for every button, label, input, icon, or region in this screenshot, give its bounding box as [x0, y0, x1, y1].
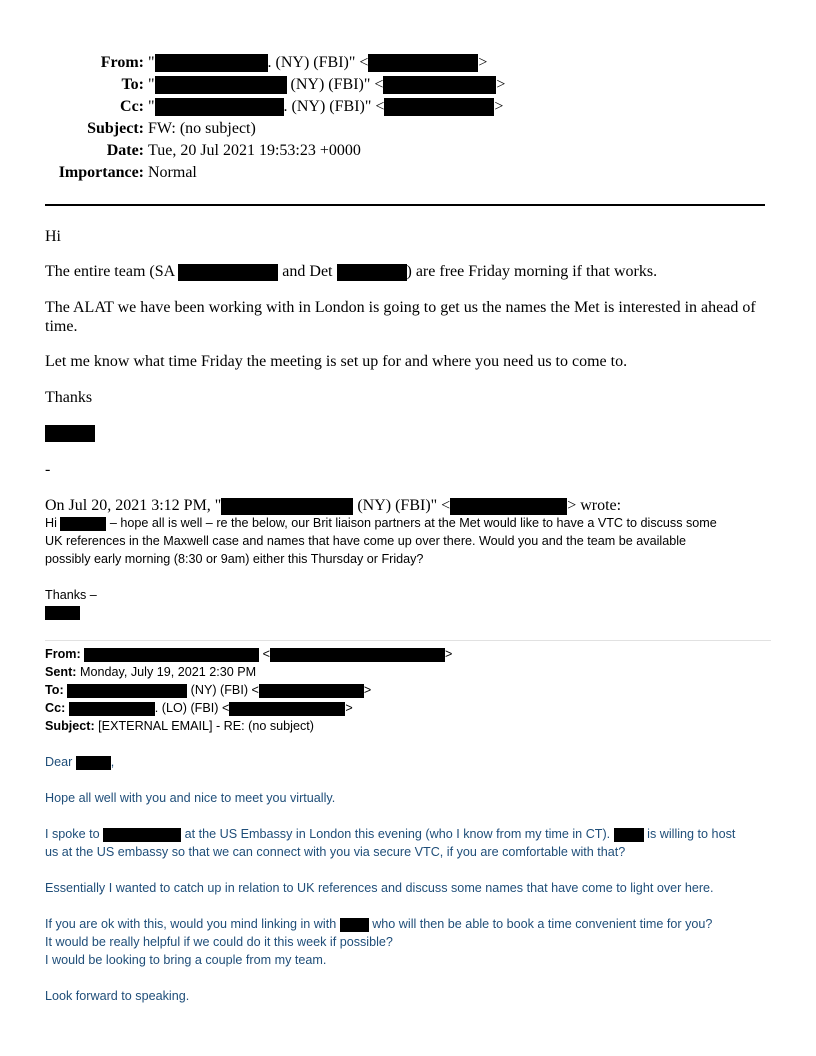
reply-line-1: Hi – hope all is well – re the below, our Brit liaison partners at the Met would like to have a VTC to discuss some — [45, 516, 717, 530]
date-label: Date: — [106, 142, 144, 159]
date-value: Tue, 20 Jul 2021 19:53:23 +0000 — [148, 142, 361, 159]
to-value: " (NY) (FBI)" < > — [148, 76, 506, 93]
redaction — [178, 264, 278, 281]
redaction — [383, 76, 496, 94]
header-importance-row — [0, 162, 816, 184]
orig-helpful: It would be really helpful if we could do it this week if possible? — [45, 935, 393, 949]
header-subject-row — [0, 118, 816, 140]
header-from-row — [0, 52, 816, 74]
paragraph-alat: The ALAT we have been working with in London is going to get us the names the Met is interested in ahead of time. — [45, 299, 756, 335]
redaction — [221, 498, 353, 515]
orig-look-forward: Look forward to speaking. — [45, 989, 190, 1003]
separator-dash: - — [45, 461, 51, 478]
orig-spoke-line-2: us at the US embassy so that we can connect with you via secure VTC, if you are comfortable with that? — [45, 845, 626, 859]
cc-value: " . (NY) (FBI)" < > — [148, 98, 504, 115]
reply-line-2: UK references in the Maxwell case and names that have come up over there. Would you and the team be available — [45, 534, 687, 548]
orig-bring: I would be looking to bring a couple from my team. — [45, 953, 327, 967]
redaction — [84, 648, 259, 662]
redaction — [103, 828, 181, 842]
redaction — [384, 98, 494, 116]
orig-to-row: To: (NY) (FBI) < > — [45, 683, 372, 697]
redaction — [155, 54, 268, 72]
importance-label: Importance: — [58, 164, 144, 181]
redaction — [60, 517, 106, 531]
header-divider — [45, 204, 765, 206]
orig-from-row: From: < > — [45, 647, 453, 661]
redaction — [259, 684, 364, 698]
to-label: To: — [121, 76, 144, 93]
reply-thanks: Thanks – — [45, 588, 97, 602]
orig-dear: Dear , — [45, 755, 115, 769]
redaction — [67, 684, 187, 698]
cc-label: Cc: — [120, 98, 144, 115]
orig-cc-row: Cc: . (LO) (FBI) < > — [45, 701, 353, 715]
orig-ifok: If you are ok with this, would you mind linking in with who will then be able to book a time convenient time for you? — [45, 917, 713, 931]
redaction — [270, 648, 445, 662]
header-date-row — [0, 140, 816, 162]
redaction — [155, 76, 287, 94]
reply-line-3: possibly early morning (8:30 or 9am) either this Thursday or Friday? — [45, 552, 424, 566]
importance-value: Normal — [148, 164, 197, 181]
header-cc-row — [0, 96, 816, 118]
redaction — [340, 918, 369, 932]
from-value: " . (NY) (FBI)" < > — [148, 54, 488, 71]
redaction — [76, 756, 111, 770]
signature-redaction — [45, 425, 95, 442]
subject-value: FW: (no subject) — [148, 120, 256, 137]
orig-sent-row: Sent: Monday, July 19, 2021 2:30 PM — [45, 665, 257, 679]
original-message-divider — [45, 640, 771, 641]
greeting: Hi — [45, 228, 61, 245]
redaction — [155, 98, 284, 116]
orig-subject-row: Subject: [EXTERNAL EMAIL] - RE: (no subject) — [45, 719, 314, 733]
redaction — [368, 54, 478, 72]
from-label: From: — [100, 54, 144, 71]
redaction — [450, 498, 567, 515]
subject-label: Subject: — [87, 120, 144, 137]
orig-essentially: Essentially I wanted to catch up in relation to UK references and discuss some names that have come to light over here. — [45, 881, 714, 895]
thanks: Thanks — [45, 389, 93, 406]
orig-spoke-line-1: I spoke to at the US Embassy in London this evening (who I know from my time in CT). is willing to host — [45, 827, 736, 841]
quote-attribution: On Jul 20, 2021 3:12 PM, " (NY) (FBI)" < > wrote: — [45, 497, 622, 514]
paragraph-meeting: Let me know what time Friday the meeting is set up for and where you need us to come to. — [45, 353, 628, 370]
redaction — [614, 828, 644, 842]
paragraph-team: The entire team (SA and Det ) are free Friday morning if that works. — [45, 263, 658, 280]
reply-signature-redaction — [45, 606, 80, 620]
orig-hope: Hope all well with you and nice to meet you virtually. — [45, 791, 336, 805]
redaction — [229, 702, 345, 716]
redaction — [69, 702, 155, 716]
redaction — [337, 264, 407, 281]
header-to-row — [0, 74, 816, 96]
